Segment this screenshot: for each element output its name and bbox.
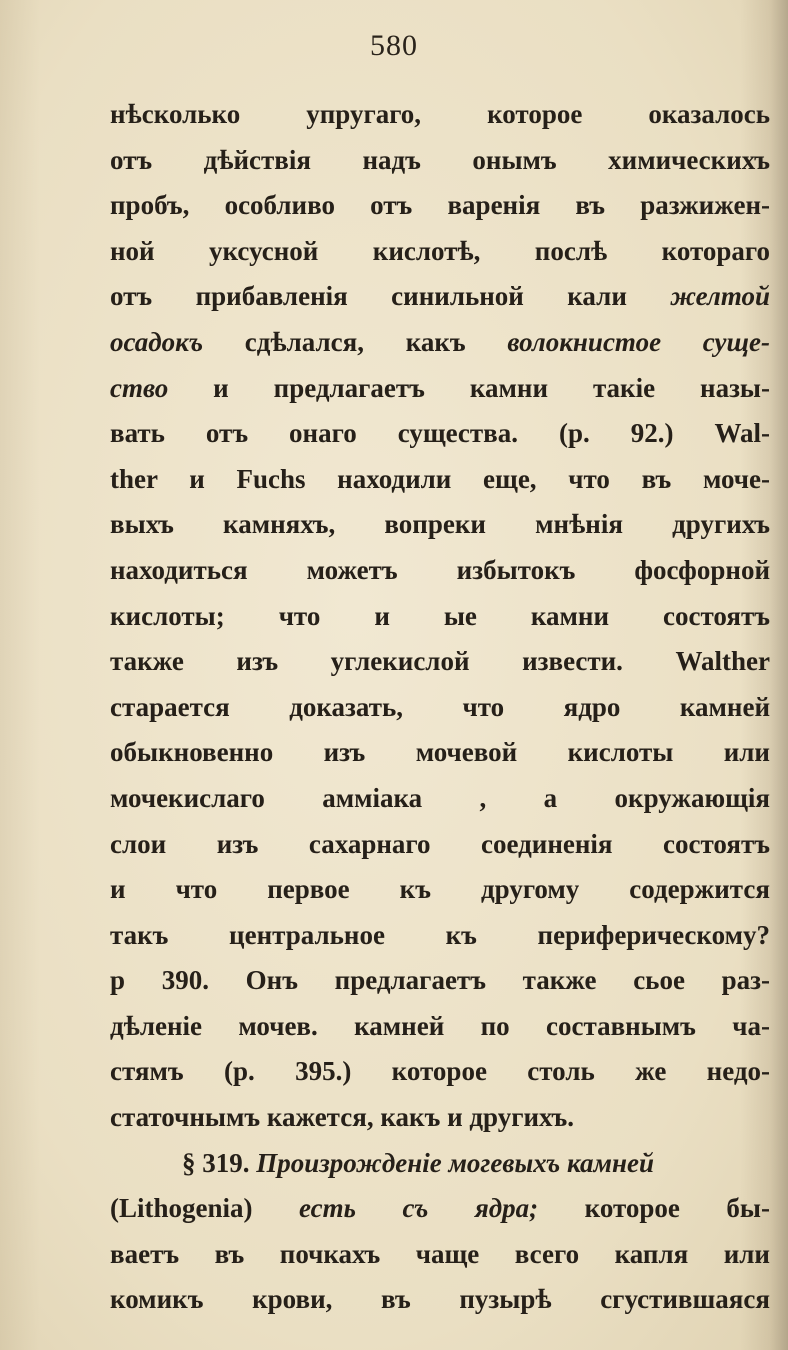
text-line — [110, 320, 770, 366]
text-segment: комикъ крови, въ пузырѣ сгустившаяся — [110, 1284, 770, 1315]
text-segment: находиться можетъ избытокъ фосфорной — [110, 554, 770, 585]
text-line — [110, 1141, 770, 1187]
italic-text: волокнистое суще- — [507, 326, 770, 357]
text-line — [110, 1095, 770, 1141]
text-segment: обыкновенно изъ мочевой кислоты или — [110, 737, 770, 768]
text-segment: выхъ камняхъ, вопреки мнѣнія другихъ — [110, 509, 770, 540]
text-segment: кислоты; что и ые камни состоятъ — [110, 600, 770, 631]
text-line — [110, 274, 770, 320]
text-segment: ваетъ въ почкахъ чаще всего капля или — [110, 1238, 770, 1269]
text-line — [110, 730, 770, 776]
text-line — [110, 639, 770, 685]
italic-text: Произрожденіе могевыхъ камней — [256, 1147, 654, 1178]
text-line — [110, 548, 770, 594]
text-line — [110, 958, 770, 1004]
text-segment: дѣленіе мочев. камней по составнымъ ча- — [110, 1010, 770, 1041]
text-segment: и предлагаетъ камни такіе назы- — [168, 372, 770, 403]
text-line — [110, 776, 770, 822]
text-line — [110, 457, 770, 503]
text-line — [110, 1004, 770, 1050]
text-segment: также изъ углекислой извести. Walther — [110, 646, 770, 677]
text-segment: сдѣлался, какъ — [203, 326, 508, 357]
text-segment: которое бы- — [538, 1193, 770, 1224]
text-line — [110, 1277, 770, 1323]
text-line — [110, 502, 770, 548]
italic-text: желтой — [670, 281, 770, 312]
text-line — [110, 1049, 770, 1095]
italic-text: осадокъ — [110, 326, 204, 357]
page-number: 580 — [370, 29, 418, 62]
text-segment: § 319. — [182, 1147, 257, 1178]
text-line — [110, 1232, 770, 1278]
text-line — [110, 229, 770, 275]
text-line — [110, 183, 770, 229]
text-segment: вать отъ онаго существа. (р. 92.) Wal- — [110, 418, 770, 449]
text-line — [110, 138, 770, 184]
text-line — [110, 594, 770, 640]
body-text — [110, 92, 770, 1323]
text-segment: стямъ (р. 395.) которое столь же недо- — [110, 1056, 770, 1087]
text-segment: нѣсколько упругаго, которое оказалось — [110, 99, 770, 129]
text-line — [110, 366, 770, 412]
italic-text: ство — [110, 372, 169, 403]
italic-text: есть съ ядра; — [299, 1193, 539, 1224]
text-segment: и что первое къ другому содержится — [110, 874, 770, 905]
text-line — [110, 913, 770, 959]
text-segment: р 390. Онъ предлагаетъ также сьое раз- — [110, 965, 770, 996]
text-segment: отъ прибавленія синильной кали — [110, 281, 671, 312]
text-segment: мочекислаго амміака , а окружающія — [110, 782, 770, 813]
text-line — [110, 411, 770, 457]
text-line — [110, 685, 770, 731]
text-line — [110, 867, 770, 913]
text-segment: ther и Fuchs находили еще, что въ моче- — [110, 463, 770, 494]
text-segment: статочнымъ кажется, какъ и другихъ. — [110, 1102, 574, 1133]
text-line — [110, 92, 770, 138]
text-segment: пробъ, особливо отъ варенія въ разжижен- — [110, 190, 770, 221]
text-segment: слои изъ сахарнаго соединенія состоятъ — [110, 828, 770, 859]
text-line — [110, 822, 770, 868]
text-segment: такъ центральное къ периферическому? — [110, 919, 770, 950]
text-segment: старается доказать, что ядро камней — [110, 691, 770, 722]
text-segment: (Lithogenia) — [110, 1193, 300, 1224]
text-segment: ной уксусной кислотѣ, послѣ которaго — [110, 235, 770, 266]
text-line — [110, 1186, 770, 1232]
text-segment: отъ дѣйствія надъ онымъ химическихъ — [110, 144, 770, 175]
